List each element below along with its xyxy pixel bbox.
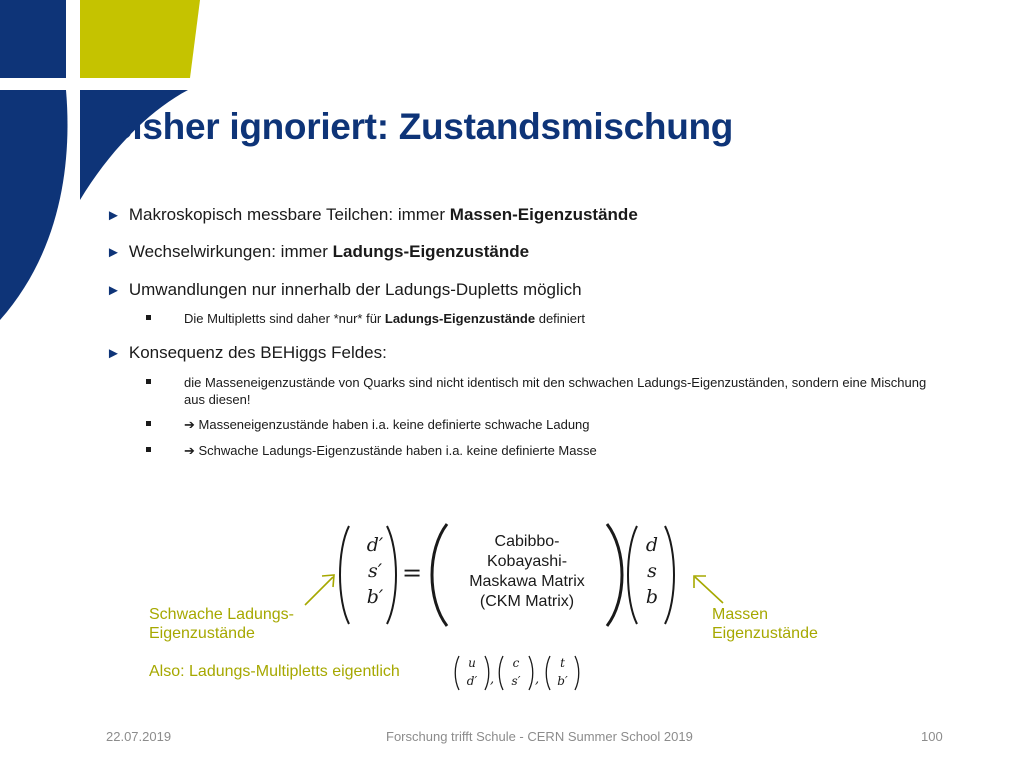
square-bullet-icon — [146, 379, 151, 384]
bullet-arrow-icon: ► — [106, 244, 121, 261]
square-bullet-icon — [146, 315, 151, 320]
footer-title: Forschung trifft Schule - CERN Summer School 2019 — [386, 729, 693, 744]
page-title: Bisher ignoriert: Zustandsmischung — [106, 106, 734, 147]
bullet-arrow-icon: ► — [106, 282, 121, 299]
doublet-tb: t b′ — [557, 656, 568, 688]
bullet-conversions: ► Umwandlungen nur innerhalb der Ladungs-Dupletts möglich — [106, 280, 582, 299]
equals-sign: = — [402, 559, 423, 587]
right-arrow-icon: ➔ — [184, 417, 199, 432]
doublet-cs: c s′ — [511, 656, 521, 688]
bullet-interactions: ► Wechselwirkungen: immer Ladungs-Eigenzustände — [106, 242, 530, 261]
weak-eigenstates-label: Schwache Ladungs- Eigenzustände — [149, 606, 294, 642]
weak-arrow-icon — [300, 565, 350, 615]
multiplets-text: Also: Ladungs-Multipletts eigentlich — [149, 663, 400, 680]
mass-eigenstates-label: Massen Eigenzustände — [712, 606, 818, 642]
weak-eigenstate-vector: d′ s′ b′ — [366, 534, 384, 608]
bullet-mass-eigenstates: ► Makroskopisch messbare Teilchen: immer Massen-Eigenzustände — [106, 205, 638, 224]
bullet-arrow-icon: ► — [106, 207, 121, 224]
right-arrow-icon: ➔ — [184, 443, 199, 458]
square-bullet-icon — [146, 447, 151, 452]
footer-date: 22.07.2019 — [106, 729, 172, 744]
bullet-consequence: ► Konsequenz des BEHiggs Feldes: — [106, 343, 387, 362]
bullet-arrow-icon: ► — [106, 345, 121, 362]
square-bullet-icon — [146, 421, 151, 426]
doublet-ud: u d′ — [466, 656, 478, 688]
mass-eigenstate-vector: d s b — [645, 534, 659, 608]
ckm-matrix-label: Cabibbo- Kobayashi- Maskawa Matrix (CKM Matrix) — [469, 533, 585, 610]
page-number: 100 — [921, 729, 943, 744]
